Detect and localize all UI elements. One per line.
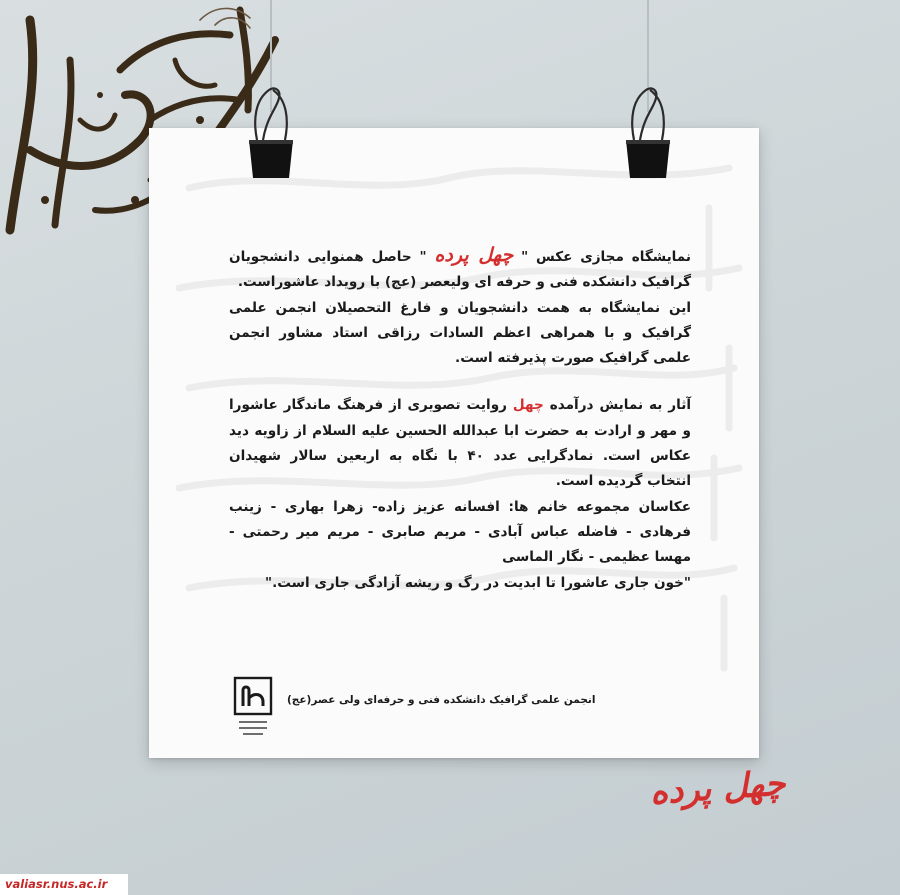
photographers-paragraph: عکاسان مجموعه خانم ها: افسانه عزیز زاده- زهرا بهاری - زینب فرهادی - فاضله عباس آبادی - مریم صابری - مریم میر رحمتی - مهسا عظیمی - نگار الماسی (229, 498, 691, 566)
poster-body (229, 243, 691, 596)
intro-paragraph (229, 243, 691, 296)
credits-paragraph: این نمایشگاه به همت دانشجویان و فارغ التحصیلان انجمن علمی گرافیک و با همراهی اعظم السادات رزاقی استاد مشاور انجمن علمی گرافیک صورت پذیرفته است. (229, 299, 691, 367)
association-caption: انجمن علمی گرافیک دانشکده فنی و حرفه‌ای ولی عصر(عج) (287, 694, 596, 706)
signature-title: چهل پرده (648, 763, 787, 813)
poster-sheet (149, 128, 759, 758)
works-prefix: آثار به نمایش درآمده (549, 397, 691, 414)
quote-paragraph: "خون جاری عاشورا تا ابدیت در رگ و ریشه آزادگی جاری است." (265, 574, 691, 591)
binder-clip-icon (618, 80, 678, 190)
website-link[interactable]: valiasr.nus.ac.ir (0, 874, 128, 895)
binder-clip-icon (241, 80, 301, 190)
intro-prefix: نمایشگاه مجازی عکس " (521, 249, 692, 265)
exhibition-title: چهل پرده (434, 244, 514, 266)
association-logo-icon (233, 676, 273, 740)
works-paragraph (229, 393, 691, 494)
forty-highlight: چهل (512, 397, 544, 414)
intro-suffix: " حاصل همنوایی دانشجویان گرافیک دانشکده فنی و حرفه ای ولیعصر (عج) با رویداد عاشوراست. (229, 249, 691, 291)
works-suffix: روایت تصویری از فرهنگ ماندگار عاشورا و مهر و ارادت به حضرت ابا عبدالله الحسین علیه السلام از زاویه دید عکاس است. نمادگرایی عدد ۴۰ با نگاه به اربعین سالار شهیدان انتخاب گردیده است. (229, 397, 691, 490)
